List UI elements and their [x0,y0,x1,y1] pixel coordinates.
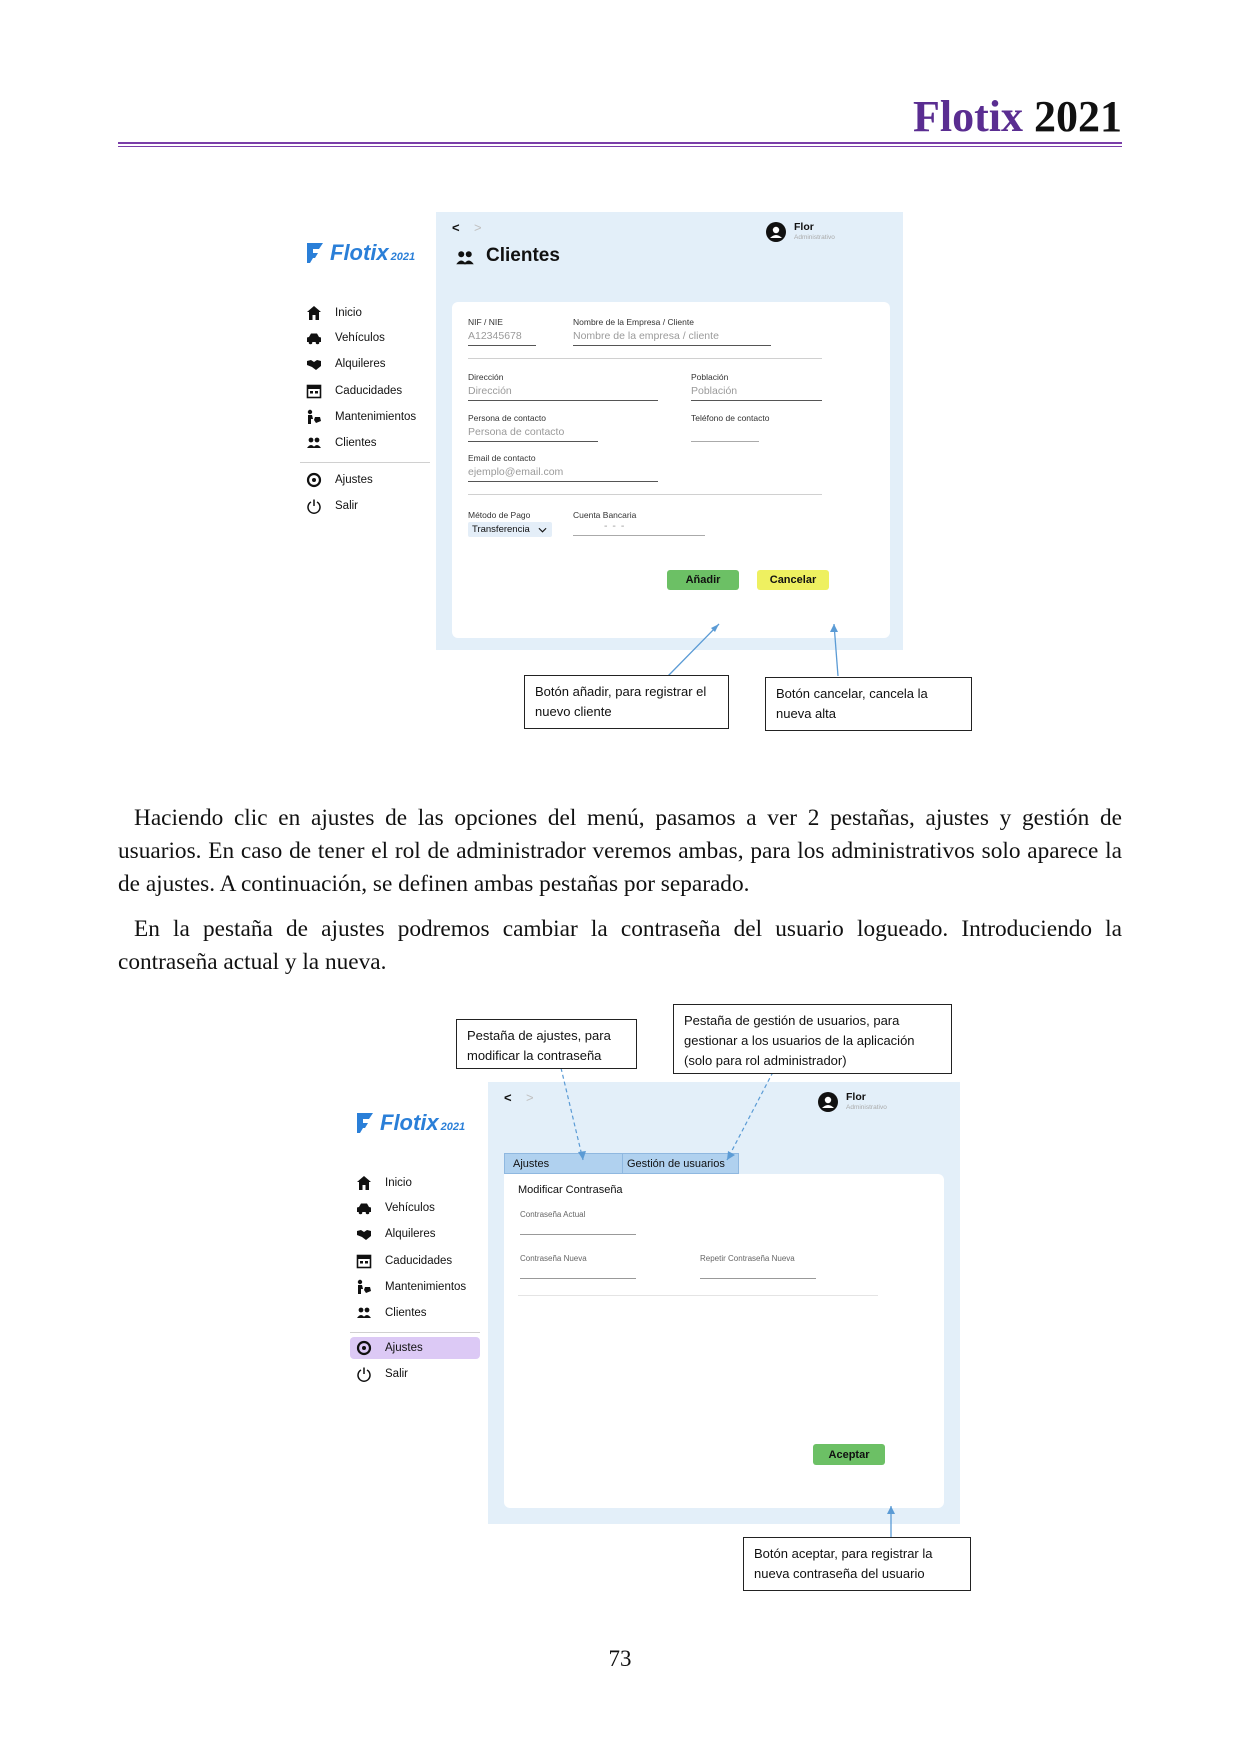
car-icon [306,330,322,346]
sidebar-item-salir[interactable] [356,1363,408,1385]
header-rule [118,142,1122,144]
page-header-title [913,92,1122,142]
handshake-icon [306,356,322,372]
form-divider [518,1295,878,1296]
page-number: 73 [608,1646,632,1671]
sidebar-item-label: Mantenimientos [385,1281,467,1293]
tab-label: Ajustes [513,1157,550,1170]
callout-accept: Botón aceptar, para registrar la nueva contraseña del usuario [743,1537,971,1591]
sidebar-item-ajustes[interactable] [356,1337,423,1359]
calendar-icon [306,383,322,399]
sidebar-item-label: Clientes [335,437,377,449]
new-password-input[interactable] [520,1278,636,1279]
sidebar-item-inicio[interactable] [306,302,362,324]
current-password-input[interactable] [520,1234,636,1235]
cuenta-underline[interactable] [573,535,705,536]
logo-name: Flotix [330,240,389,265]
settings-icon [306,472,322,488]
tab-gestion-usuarios[interactable] [622,1153,739,1174]
sidebar-item-vehiculos[interactable] [356,1197,435,1219]
sidebar-item-label: Inicio [335,307,362,319]
sidebar-item-clientes[interactable] [356,1302,427,1324]
user-role: Administrativo [846,1104,887,1111]
nif-input[interactable]: A12345678 [468,330,522,342]
screenshot-ajustes [340,1078,960,1528]
maintenance-icon [356,1279,372,1295]
poblacion-underline [691,400,822,401]
clientes-title-icon [454,248,476,268]
home-icon [356,1175,372,1191]
home-icon [306,305,322,321]
metodo-pago-value: Transferencia [472,524,530,535]
telefono-underline [691,441,759,442]
sidebar-item-inicio[interactable] [356,1172,412,1194]
user-role: Administrativo [794,234,835,241]
metodo-pago-label: Método de Pago [468,510,531,520]
sidebar-item-vehiculos[interactable] [306,327,385,349]
persona-underline [468,441,598,442]
screenshot-clientes [290,208,910,648]
sidebar-item-salir[interactable] [306,495,358,517]
main-pane [488,1082,960,1524]
header-year: 2021 [1034,92,1122,141]
paragraph-1: Haciendo clic en ajustes de las opciones del menú, pasamos a ver 2 pestañas, ajustes y gestión de usuarios. En caso de tener el rol de administrador veremos ambas, para los administrativos solo aparece la de ajustes. A continuación, se definen ambas pestañas por separado. [118,805,1122,897]
sidebar-item-label: Ajustes [335,474,373,486]
nif-underline [468,345,536,346]
page-title: Clientes [486,245,560,266]
app-logo [304,240,415,266]
email-label: Email de contacto [468,453,536,463]
client-form-card [452,302,890,638]
accept-button[interactable]: Aceptar [813,1444,885,1465]
callout-add: Botón añadir, para registrar el nuevo cliente [524,675,729,729]
section-title: Modificar Contraseña [518,1184,623,1196]
user-name: Flor [846,1091,866,1103]
sidebar-item-mantenimientos[interactable] [356,1276,466,1298]
sidebar-divider [350,1332,480,1333]
metodo-pago-select[interactable] [468,522,552,537]
header-rule-thin [118,146,1122,147]
sidebar-item-label: Clientes [385,1307,427,1319]
sidebar-item-mantenimientos[interactable] [306,406,416,428]
users-icon [306,435,322,451]
sidebar-item-label: Vehículos [385,1202,435,1214]
flotix-logo-icon [304,241,326,265]
poblacion-label: Población [691,372,729,382]
header-brand: Flotix [913,92,1023,141]
main-pane [436,212,903,650]
persona-label: Persona de contacto [468,413,546,423]
back-button[interactable]: < [452,220,460,235]
sidebar-divider [300,462,430,463]
sidebar-item-label: Inicio [385,1177,412,1189]
sidebar-item-ajustes[interactable] [306,469,373,491]
nif-label: NIF / NIE [468,317,503,327]
sidebar-item-label: Salir [385,1368,409,1380]
email-input[interactable]: ejemplo@email.com [468,466,564,478]
empresa-underline [573,345,771,346]
callout-cancel: Botón cancelar, cancela la nueva alta [765,677,972,731]
logo-name: Flotix [380,1110,439,1135]
repeat-password-label: Repetir Contraseña Nueva [700,1254,795,1263]
forward-button[interactable]: > [526,1090,534,1105]
direccion-underline [468,400,658,401]
sidebar-item-alquileres[interactable] [306,353,386,375]
poblacion-input[interactable]: Población [691,385,738,397]
sidebar-item-caducidades[interactable] [306,380,402,402]
sidebar-item-label: Vehículos [335,332,385,344]
empresa-input[interactable]: Nombre de la empresa / cliente [573,330,719,342]
car-icon [356,1200,372,1216]
forward-button[interactable]: > [474,220,482,235]
power-icon [306,498,322,514]
callout-tab-ajustes: Pestaña de ajustes, para modificar la contraseña [456,1019,637,1069]
sidebar-item-label: Mantenimientos [335,411,417,423]
flotix-logo-icon [354,1111,376,1135]
tab-label: Gestión de usuarios [627,1157,725,1170]
persona-input[interactable]: Persona de contacto [468,426,565,438]
paragraph-2: En la pestaña de ajustes podremos cambiar la contraseña del usuario logueado. Introduciendo la contraseña actual y la nueva. [118,916,1122,975]
settings-icon [356,1340,372,1356]
callout-tab-gestion: Pestaña de gestión de usuarios, para gestionar a los usuarios de la aplicación (solo para rol administrador) [673,1004,952,1074]
sidebar-item-alquileres[interactable] [356,1223,436,1245]
telefono-label: Teléfono de contacto [691,413,770,423]
cancel-button[interactable]: Cancelar [757,570,829,590]
new-password-label: Contraseña Nueva [520,1254,587,1263]
tab-ajustes[interactable] [504,1153,624,1174]
repeat-password-input[interactable] [700,1278,816,1279]
sidebar-item-label: Alquileres [385,1228,436,1240]
maintenance-icon [306,409,322,425]
sidebar-item-label: Caducidades [385,1255,453,1267]
users-icon [356,1305,372,1321]
sidebar-item-label: Caducidades [335,385,403,397]
logo-year: 2021 [390,251,416,263]
cuenta-mask: - - - [604,520,626,532]
form-divider-2 [468,494,822,495]
user-name: Flor [794,221,814,233]
form-divider-1 [468,358,822,359]
email-underline [468,481,658,482]
back-button[interactable]: < [504,1090,512,1105]
sidebar-item-caducidades[interactable] [356,1250,452,1272]
sidebar-item-clientes[interactable] [306,432,377,454]
empresa-label: Nombre de la Empresa / Cliente [573,317,694,327]
user-avatar-icon[interactable] [818,1092,838,1112]
direccion-input[interactable]: Dirección [468,385,512,397]
current-password-label: Contraseña Actual [520,1210,586,1219]
power-icon [356,1366,372,1382]
app-logo [354,1110,465,1136]
user-avatar-icon[interactable] [766,222,786,242]
sidebar-item-label: Salir [335,500,359,512]
logo-year: 2021 [440,1121,466,1133]
cuenta-label: Cuenta Bancaria [573,510,637,520]
add-button[interactable]: Añadir [667,570,739,590]
chevron-down-icon [538,527,547,533]
body-text [118,802,1122,979]
sidebar-item-label: Alquileres [335,358,386,370]
handshake-icon [356,1226,372,1242]
direccion-label: Dirección [468,372,504,382]
settings-card [504,1174,944,1508]
calendar-icon [356,1253,372,1269]
sidebar-item-label: Ajustes [385,1342,423,1354]
